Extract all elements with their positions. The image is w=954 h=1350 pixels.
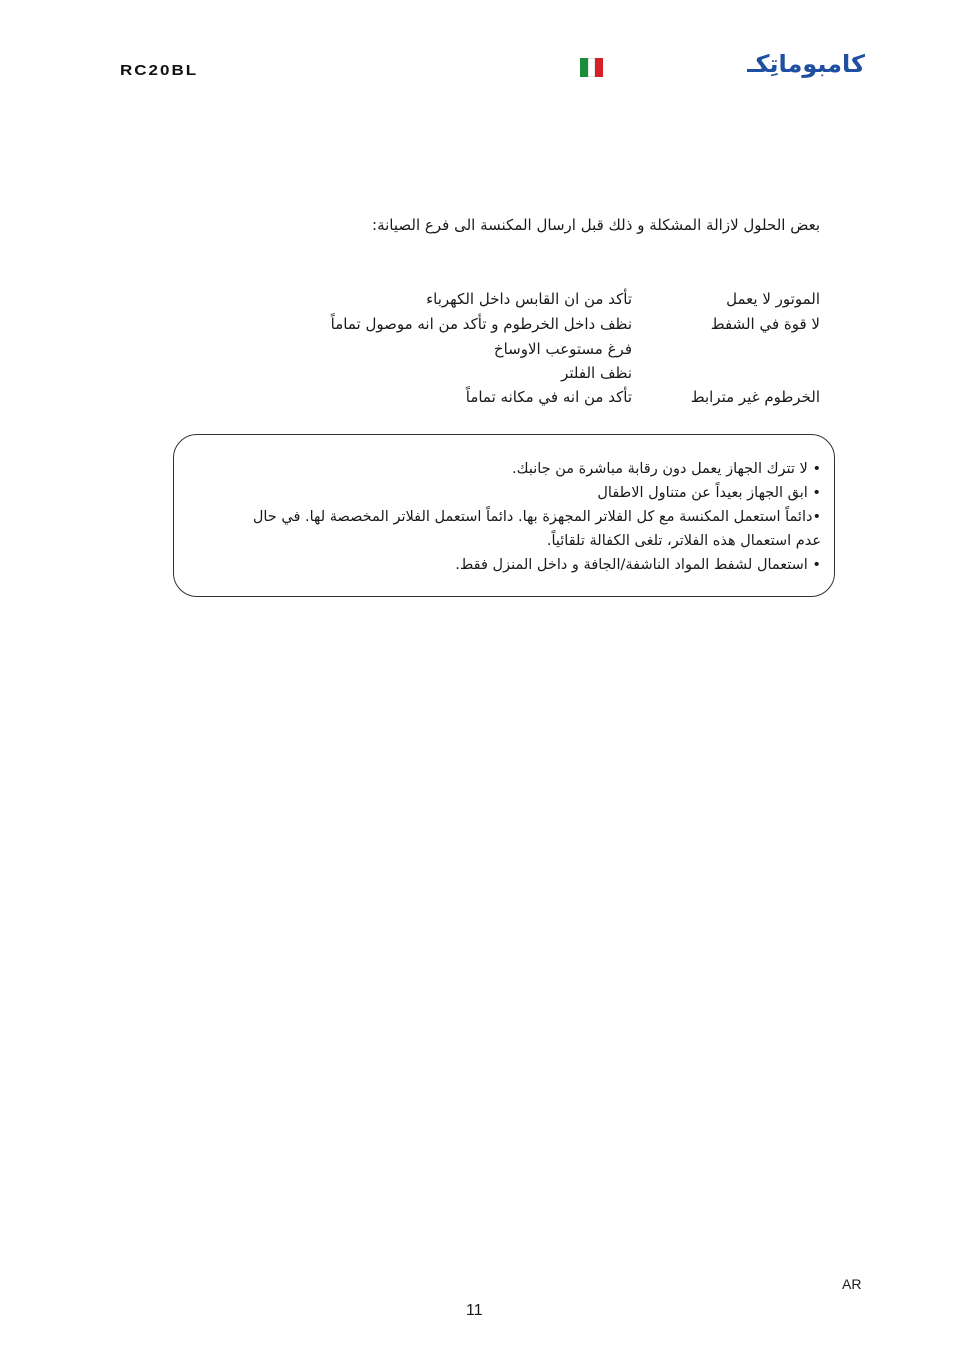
notice-line: عدم استعمال هذه الفلاتر، تلغى الكفالة تلقائياً. [546, 533, 821, 549]
flag-icon [580, 58, 603, 77]
language-code: AR [842, 1276, 862, 1292]
notice-line: •دائماً استعمل المكنسة مع كل الفلاتر المجهزة بها. دائماً استعمل الفلاتر المخصصة لها. في حال [252, 509, 821, 525]
solution-cell: فرغ مستوعب الاوساخ [493, 340, 632, 358]
solution-cell: تأكد من ان القابس داخل الكهرباء [426, 290, 632, 308]
problem-cell: الموتور لا يعمل [726, 290, 820, 308]
solution-cell: نظف داخل الخرطوم و تأكد من انه موصول تماماً [330, 315, 632, 333]
table-row [0, 388, 954, 410]
solution-cell: نظف الفلتر [561, 364, 632, 382]
notice-line: • لا تترك الجهاز يعمل دون رقابة مباشرة من جانبك. [512, 461, 821, 477]
brand-name: كامبوماتِكـ [747, 50, 865, 78]
table-row [0, 315, 954, 337]
model-number: RC20BL [120, 62, 199, 79]
page-number: 11 [466, 1302, 483, 1319]
table-row [0, 290, 954, 312]
notice-line: • ابق الجهاز بعيداً عن متناول الاطفال [597, 485, 821, 501]
problem-cell: الخرطوم غير مترابط [690, 388, 820, 406]
problem-cell: لا قوة في الشفط [710, 315, 820, 333]
notice-line: • استعمال لشفط المواد الناشفة/الجافة و داخل المنزل فقط. [455, 557, 821, 573]
solution-cell: تأكد من انه في مكانه تماماً [465, 388, 632, 406]
brand-logo [580, 50, 865, 86]
table-row [0, 340, 954, 362]
table-row [0, 364, 954, 386]
intro-text: بعض الحلول لازالة المشكلة و ذلك قبل ارسال المكنسة الى فرع الصيانة: [372, 216, 820, 234]
